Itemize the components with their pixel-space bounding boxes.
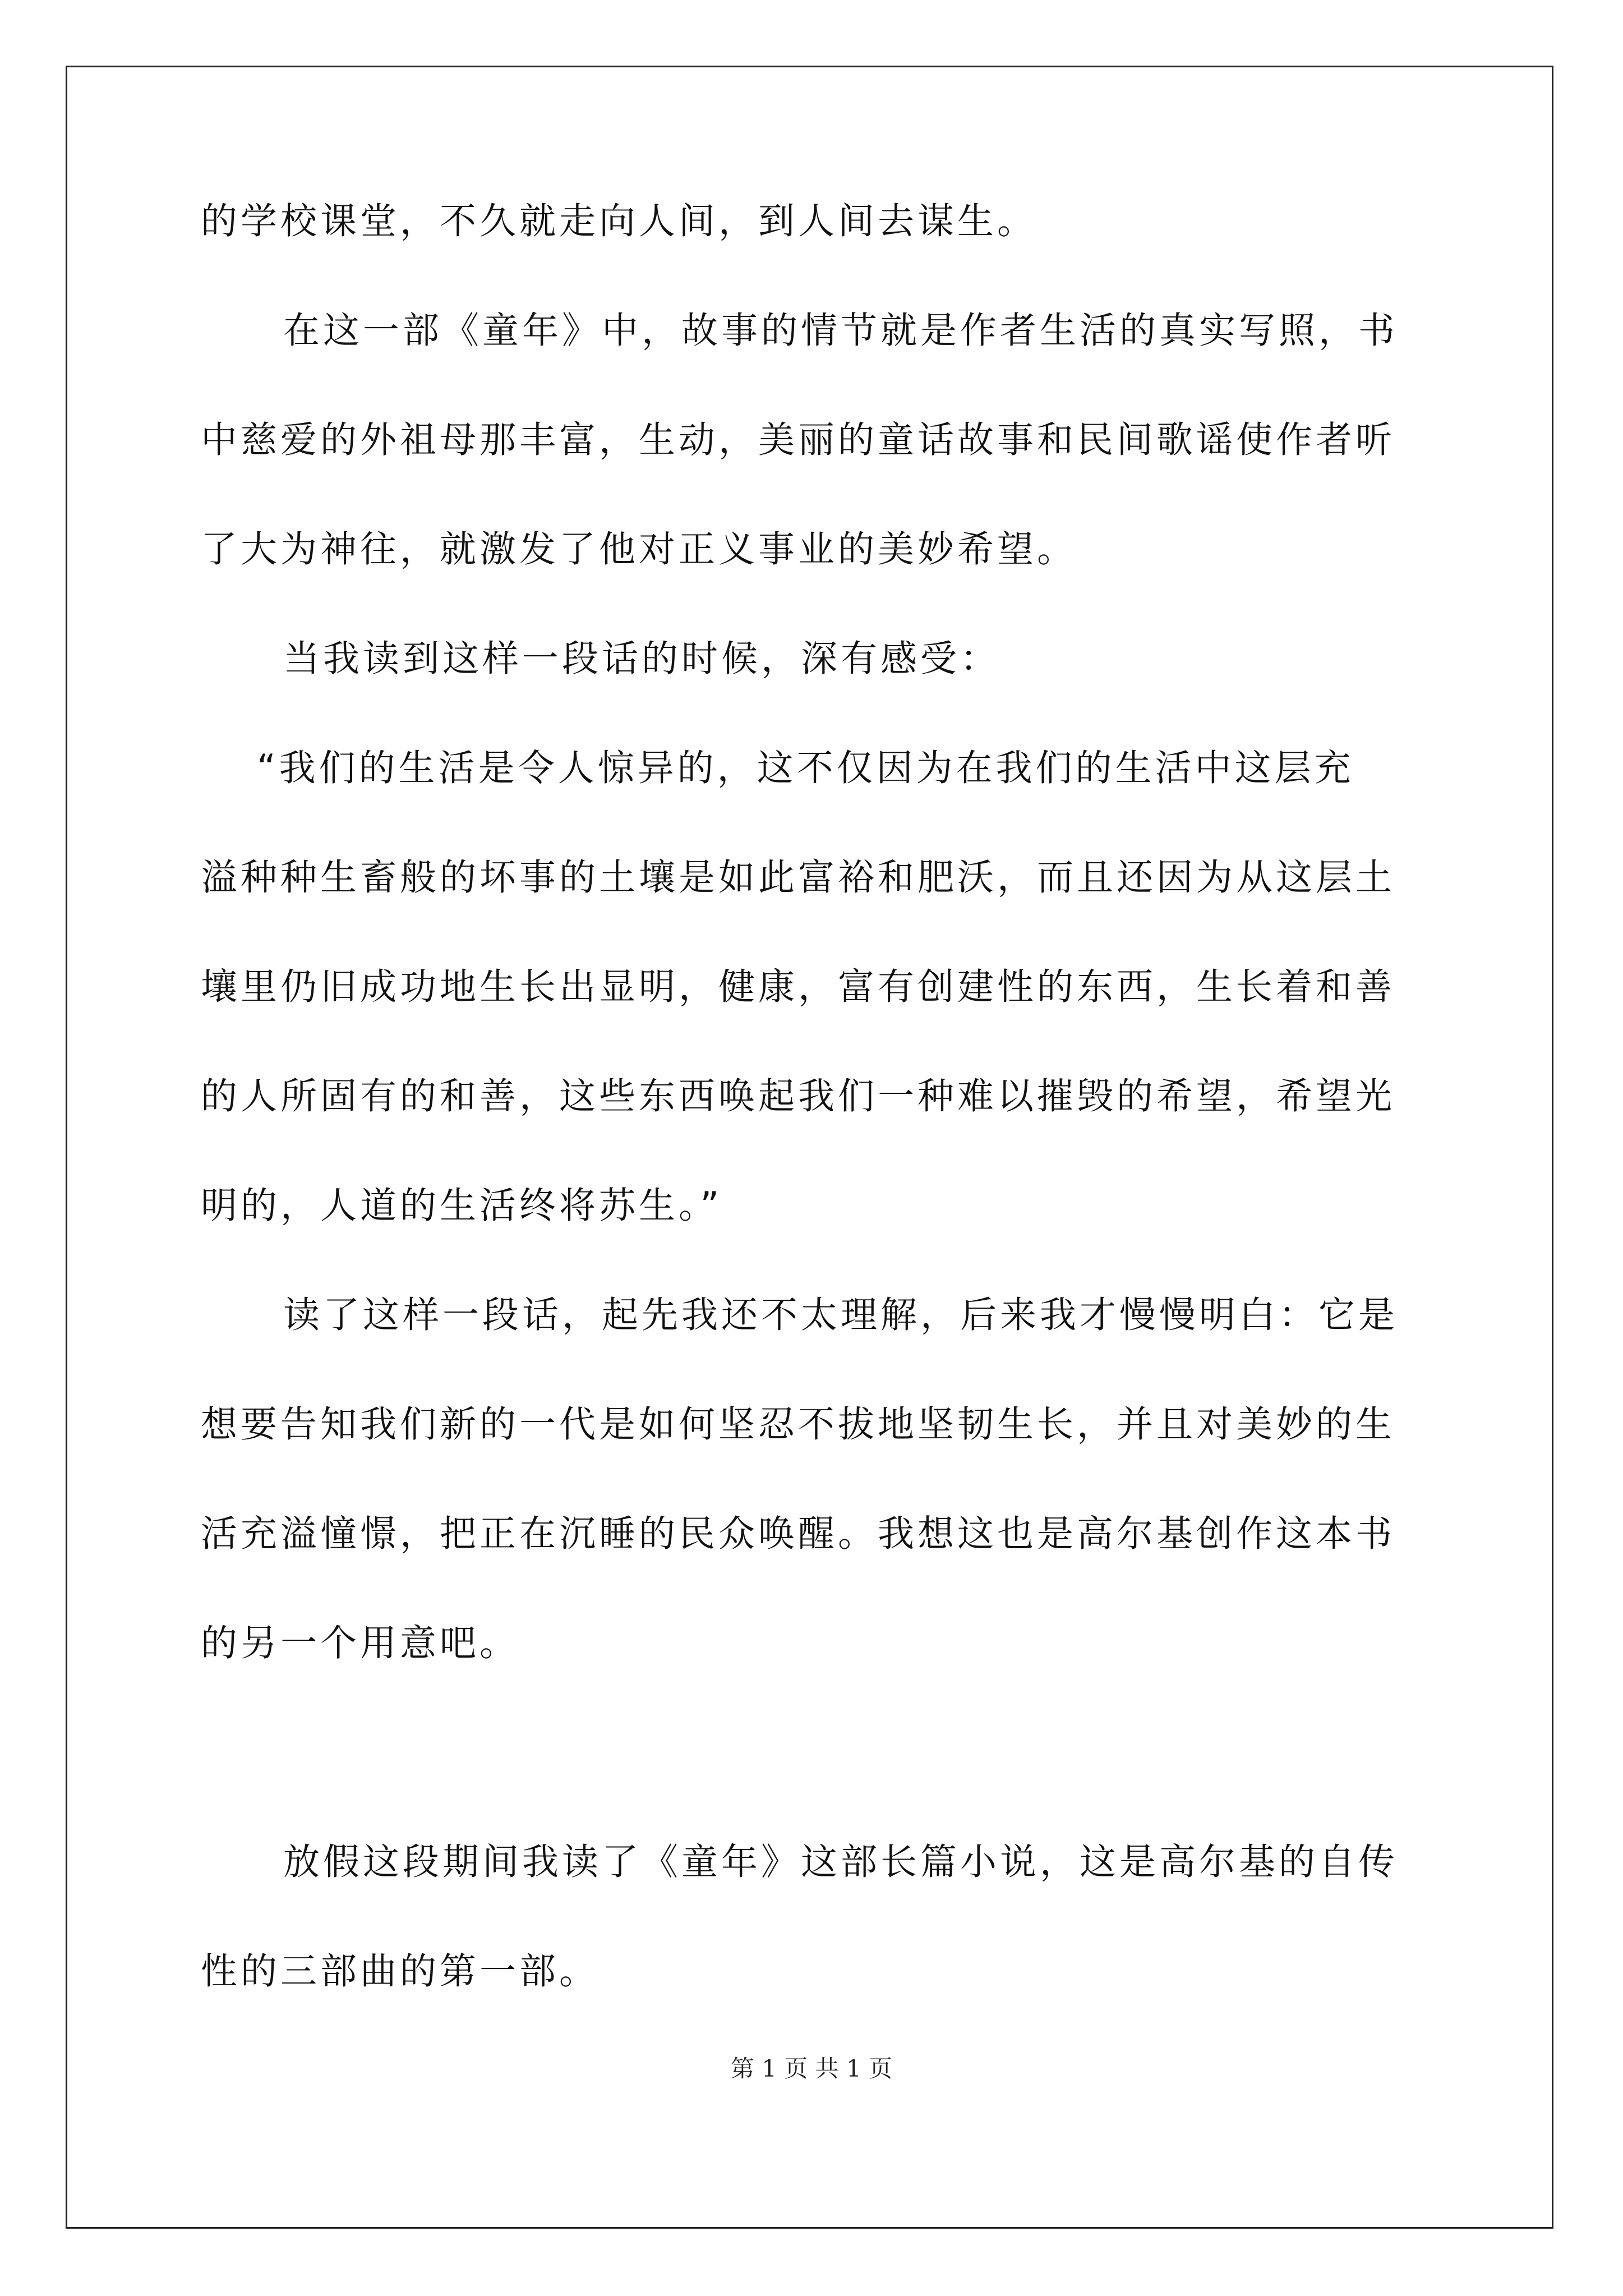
text-line: 读了这样一段话，起先我还不太理解，后来我才慢慢明白：它是 [283, 1294, 1399, 1336]
text-line: 中慈爱的外祖母那丰富，生动，美丽的童话故事和民间歌谣使作者听 [201, 419, 1396, 461]
text-line: 壤里仍旧成功地生长出显明，健康，富有创建性的东西，生长着和善 [201, 966, 1396, 1008]
text-line: 溢种种生畜般的坏事的土壤是如此富裕和肥沃，而且还因为从这层土 [201, 857, 1396, 899]
text-line: 明的，人道的生活终将苏生。” [201, 1185, 723, 1227]
text-line: 的人所固有的和善，这些东西唤起我们一种难以摧毁的希望，希望光 [201, 1075, 1396, 1117]
text-line: 当我读到这样一段话的时候，深有感受： [283, 638, 1000, 680]
text-line: 在这一部《童年》中，故事的情节就是作者生活的真实写照，书 [283, 310, 1399, 352]
page-border [66, 66, 1553, 2229]
text-line: 性的三部曲的第一部。 [201, 1950, 600, 1993]
text-line: 的另一个用意吧。 [201, 1622, 520, 1664]
page-number-footer: 第 1 页 共 1 页 [730, 2055, 893, 2082]
text-line: “我们的生活是令人惊异的，这不仅因为在我们的生活中这层充 [257, 747, 1354, 789]
text-line: 了大为神往，就激发了他对正义事业的美妙希望。 [201, 528, 1077, 570]
text-line: 放假这段期间我读了《童年》这部长篇小说，这是高尔基的自传 [283, 1841, 1399, 1883]
text-line: 想要告知我们新的一代是如何坚忍不拔地坚韧生长，并且对美妙的生 [201, 1404, 1396, 1446]
text-line: 的学校课堂，不久就走向人间，到人间去谋生。 [201, 200, 1038, 242]
text-line: 活充溢憧憬，把正在沉睡的民众唤醒。我想这也是高尔基创作这本书 [201, 1513, 1396, 1555]
